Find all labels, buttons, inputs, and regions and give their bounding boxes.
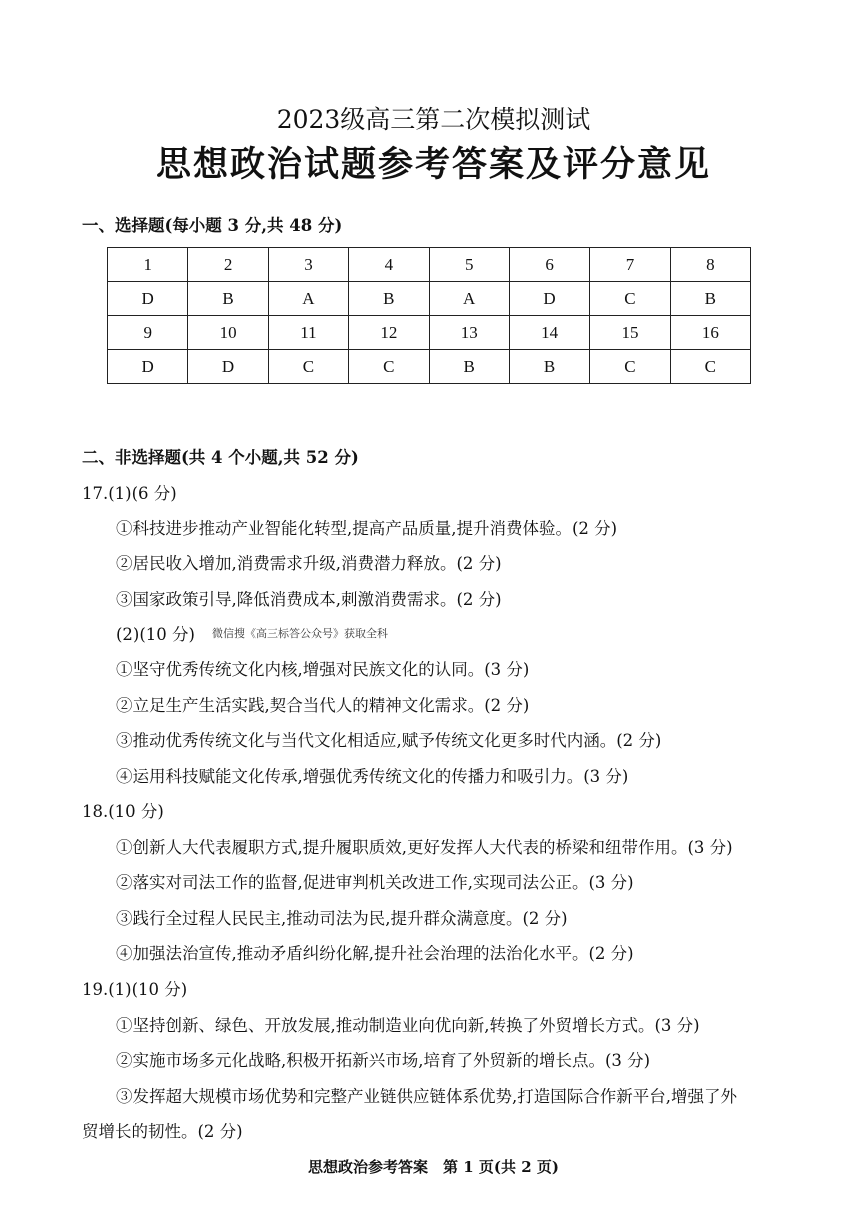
- question-17-part-2-label: (2)(10 分): [116, 625, 195, 644]
- table-cell: C: [590, 282, 670, 316]
- table-cell: 14: [509, 316, 589, 350]
- answer-point: ④加强法治宣传,推动矛盾纠纷化解,提升社会治理的法治化水平。(2 分): [116, 944, 634, 963]
- page-footer: 思想政治参考答案 第 1 页(共 2 页): [308, 1158, 559, 1176]
- answer-point: ②居民收入增加,消费需求升级,消费潜力释放。(2 分): [116, 554, 502, 573]
- table-cell: B: [670, 282, 750, 316]
- table-cell: 2: [188, 248, 268, 282]
- table-cell: D: [108, 350, 188, 384]
- table-cell: 4: [349, 248, 429, 282]
- table-cell: 6: [509, 248, 589, 282]
- table-cell: 7: [590, 248, 670, 282]
- answer-point: ②落实对司法工作的监督,促进审判机关改进工作,实现司法公正。(3 分): [116, 873, 634, 892]
- table-cell: B: [188, 282, 268, 316]
- table-cell: C: [268, 350, 348, 384]
- table-row: [108, 282, 751, 316]
- table-cell: 8: [670, 248, 750, 282]
- answer-point: ②立足生产生活实践,契合当代人的精神文化需求。(2 分): [116, 696, 530, 715]
- table-cell: 12: [349, 316, 429, 350]
- table-cell: 9: [108, 316, 188, 350]
- answer-point: ③践行全过程人民民主,推动司法为民,提升群众满意度。(2 分): [116, 909, 568, 928]
- table-cell: 10: [188, 316, 268, 350]
- table-cell: C: [590, 350, 670, 384]
- answer-point: ③发挥超大规模市场优势和完整产业链供应链体系优势,打造国际合作新平台,增强了外: [116, 1087, 737, 1106]
- section-2-heading: 二、非选择题(共 4 个小题,共 52 分): [82, 448, 359, 467]
- document-title: 思想政治试题参考答案及评分意见: [155, 145, 711, 185]
- answer-point-continuation: 贸增长的韧性。(2 分): [82, 1122, 243, 1141]
- table-cell: B: [509, 350, 589, 384]
- table-cell: C: [670, 350, 750, 384]
- question-19-part-1-label: 19.(1)(10 分): [82, 980, 188, 999]
- question-18-label: 18.(10 分): [82, 802, 164, 821]
- table-cell: D: [188, 350, 268, 384]
- table-row: [108, 350, 751, 384]
- table-row: [108, 248, 751, 282]
- exam-title: 2023级高三第二次模拟测试: [276, 105, 591, 134]
- answer-table: [107, 247, 751, 384]
- answer-point: ①创新人大代表履职方式,提升履职质效,更好发挥人大代表的桥梁和纽带作用。(3 分): [116, 838, 733, 857]
- section-1-heading: 一、选择题(每小题 3 分,共 48 分): [82, 216, 343, 235]
- table-cell: 11: [268, 316, 348, 350]
- answer-point: ①坚持创新、绿色、开放发展,推动制造业向优向新,转换了外贸增长方式。(3 分): [116, 1016, 700, 1035]
- answer-point: ②实施市场多元化战略,积极开拓新兴市场,培育了外贸新的增长点。(3 分): [116, 1051, 651, 1070]
- answer-point: ①坚守优秀传统文化内核,增强对民族文化的认同。(3 分): [116, 660, 530, 679]
- answer-point: ③推动优秀传统文化与当代文化相适应,赋予传统文化更多时代内涵。(2 分): [116, 731, 662, 750]
- table-cell: 15: [590, 316, 670, 350]
- table-cell: A: [429, 282, 509, 316]
- table-cell: A: [268, 282, 348, 316]
- answer-point: ③国家政策引导,降低消费成本,刺激消费需求。(2 分): [116, 590, 502, 609]
- table-cell: 16: [670, 316, 750, 350]
- table-cell: D: [108, 282, 188, 316]
- answer-point: ④运用科技赋能文化传承,增强优秀传统文化的传播力和吸引力。(3 分): [116, 767, 629, 786]
- table-cell: C: [349, 350, 429, 384]
- answer-point: ①科技进步推动产业智能化转型,提高产品质量,提升消费体验。(2 分): [116, 519, 618, 538]
- table-cell: B: [349, 282, 429, 316]
- question-17-part-1-label: 17.(1)(6 分): [82, 484, 177, 503]
- table-row: [108, 316, 751, 350]
- table-cell: 5: [429, 248, 509, 282]
- table-cell: 1: [108, 248, 188, 282]
- table-cell: 13: [429, 316, 509, 350]
- table-cell: D: [509, 282, 589, 316]
- table-cell: B: [429, 350, 509, 384]
- table-cell: 3: [268, 248, 348, 282]
- watermark-note: 微信搜《高三标答公众号》获取全科: [212, 627, 388, 640]
